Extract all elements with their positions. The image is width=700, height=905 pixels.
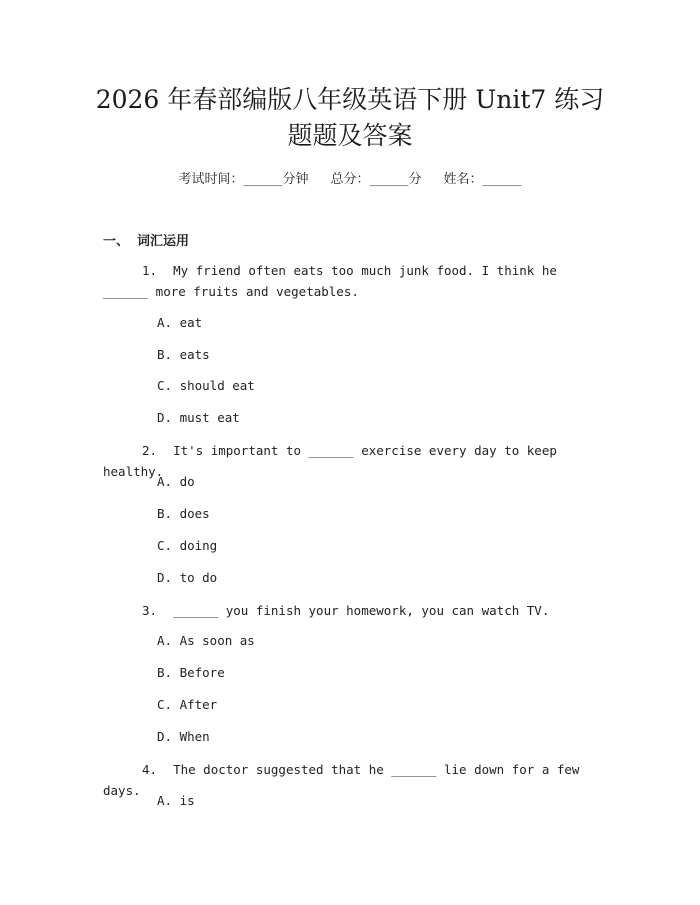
question-number: 1. — [141, 263, 157, 278]
option-3d: D. When — [157, 729, 210, 744]
question-text: ______ you finish your homework, you can watch TV. — [173, 603, 550, 618]
option-1c: C. should eat — [157, 378, 255, 393]
question-number: 4. — [141, 762, 157, 777]
option-3a: A. As soon as — [157, 633, 255, 648]
option-1b: B. eats — [157, 347, 210, 362]
option-1a: A. eat — [157, 315, 203, 330]
exam-meta — [0, 168, 700, 187]
document-title-line-1: 2026 年春部编版八年级英语下册 Unit7 练习 — [95, 85, 605, 114]
option-2b: B. does — [157, 506, 210, 521]
section-title: 词汇运用 — [137, 234, 190, 249]
question-text: It's important to ______ exercise every day to keep healthy. — [103, 443, 557, 479]
option-3b: B. Before — [157, 665, 225, 680]
question-number: 2. — [141, 443, 157, 458]
question-text: My friend often eats too much junk food. I think he ______ more fruits and vegetables. — [103, 263, 557, 299]
option-2c: C. doing — [157, 538, 218, 553]
question-1 — [103, 260, 593, 302]
document-title-line-2: 题题及答案 — [287, 121, 413, 150]
section-heading — [103, 230, 189, 249]
question-number: 3. — [141, 603, 157, 618]
student-name: 姓名：______ — [443, 172, 522, 187]
option-1d: D. must eat — [157, 410, 240, 425]
option-2d: D. to do — [157, 570, 218, 585]
section-number: 一、 — [103, 234, 130, 249]
option-4a: A. is — [157, 793, 195, 808]
option-3c: C. After — [157, 697, 218, 712]
question-text: The doctor suggested that he ______ lie down for a few days. — [103, 762, 580, 798]
option-2a: A. do — [157, 474, 195, 489]
exam-time: 考试时间：______分钟 — [178, 172, 309, 187]
question-3 — [103, 600, 593, 621]
exam-total-score: 总分：______分 — [330, 172, 422, 187]
